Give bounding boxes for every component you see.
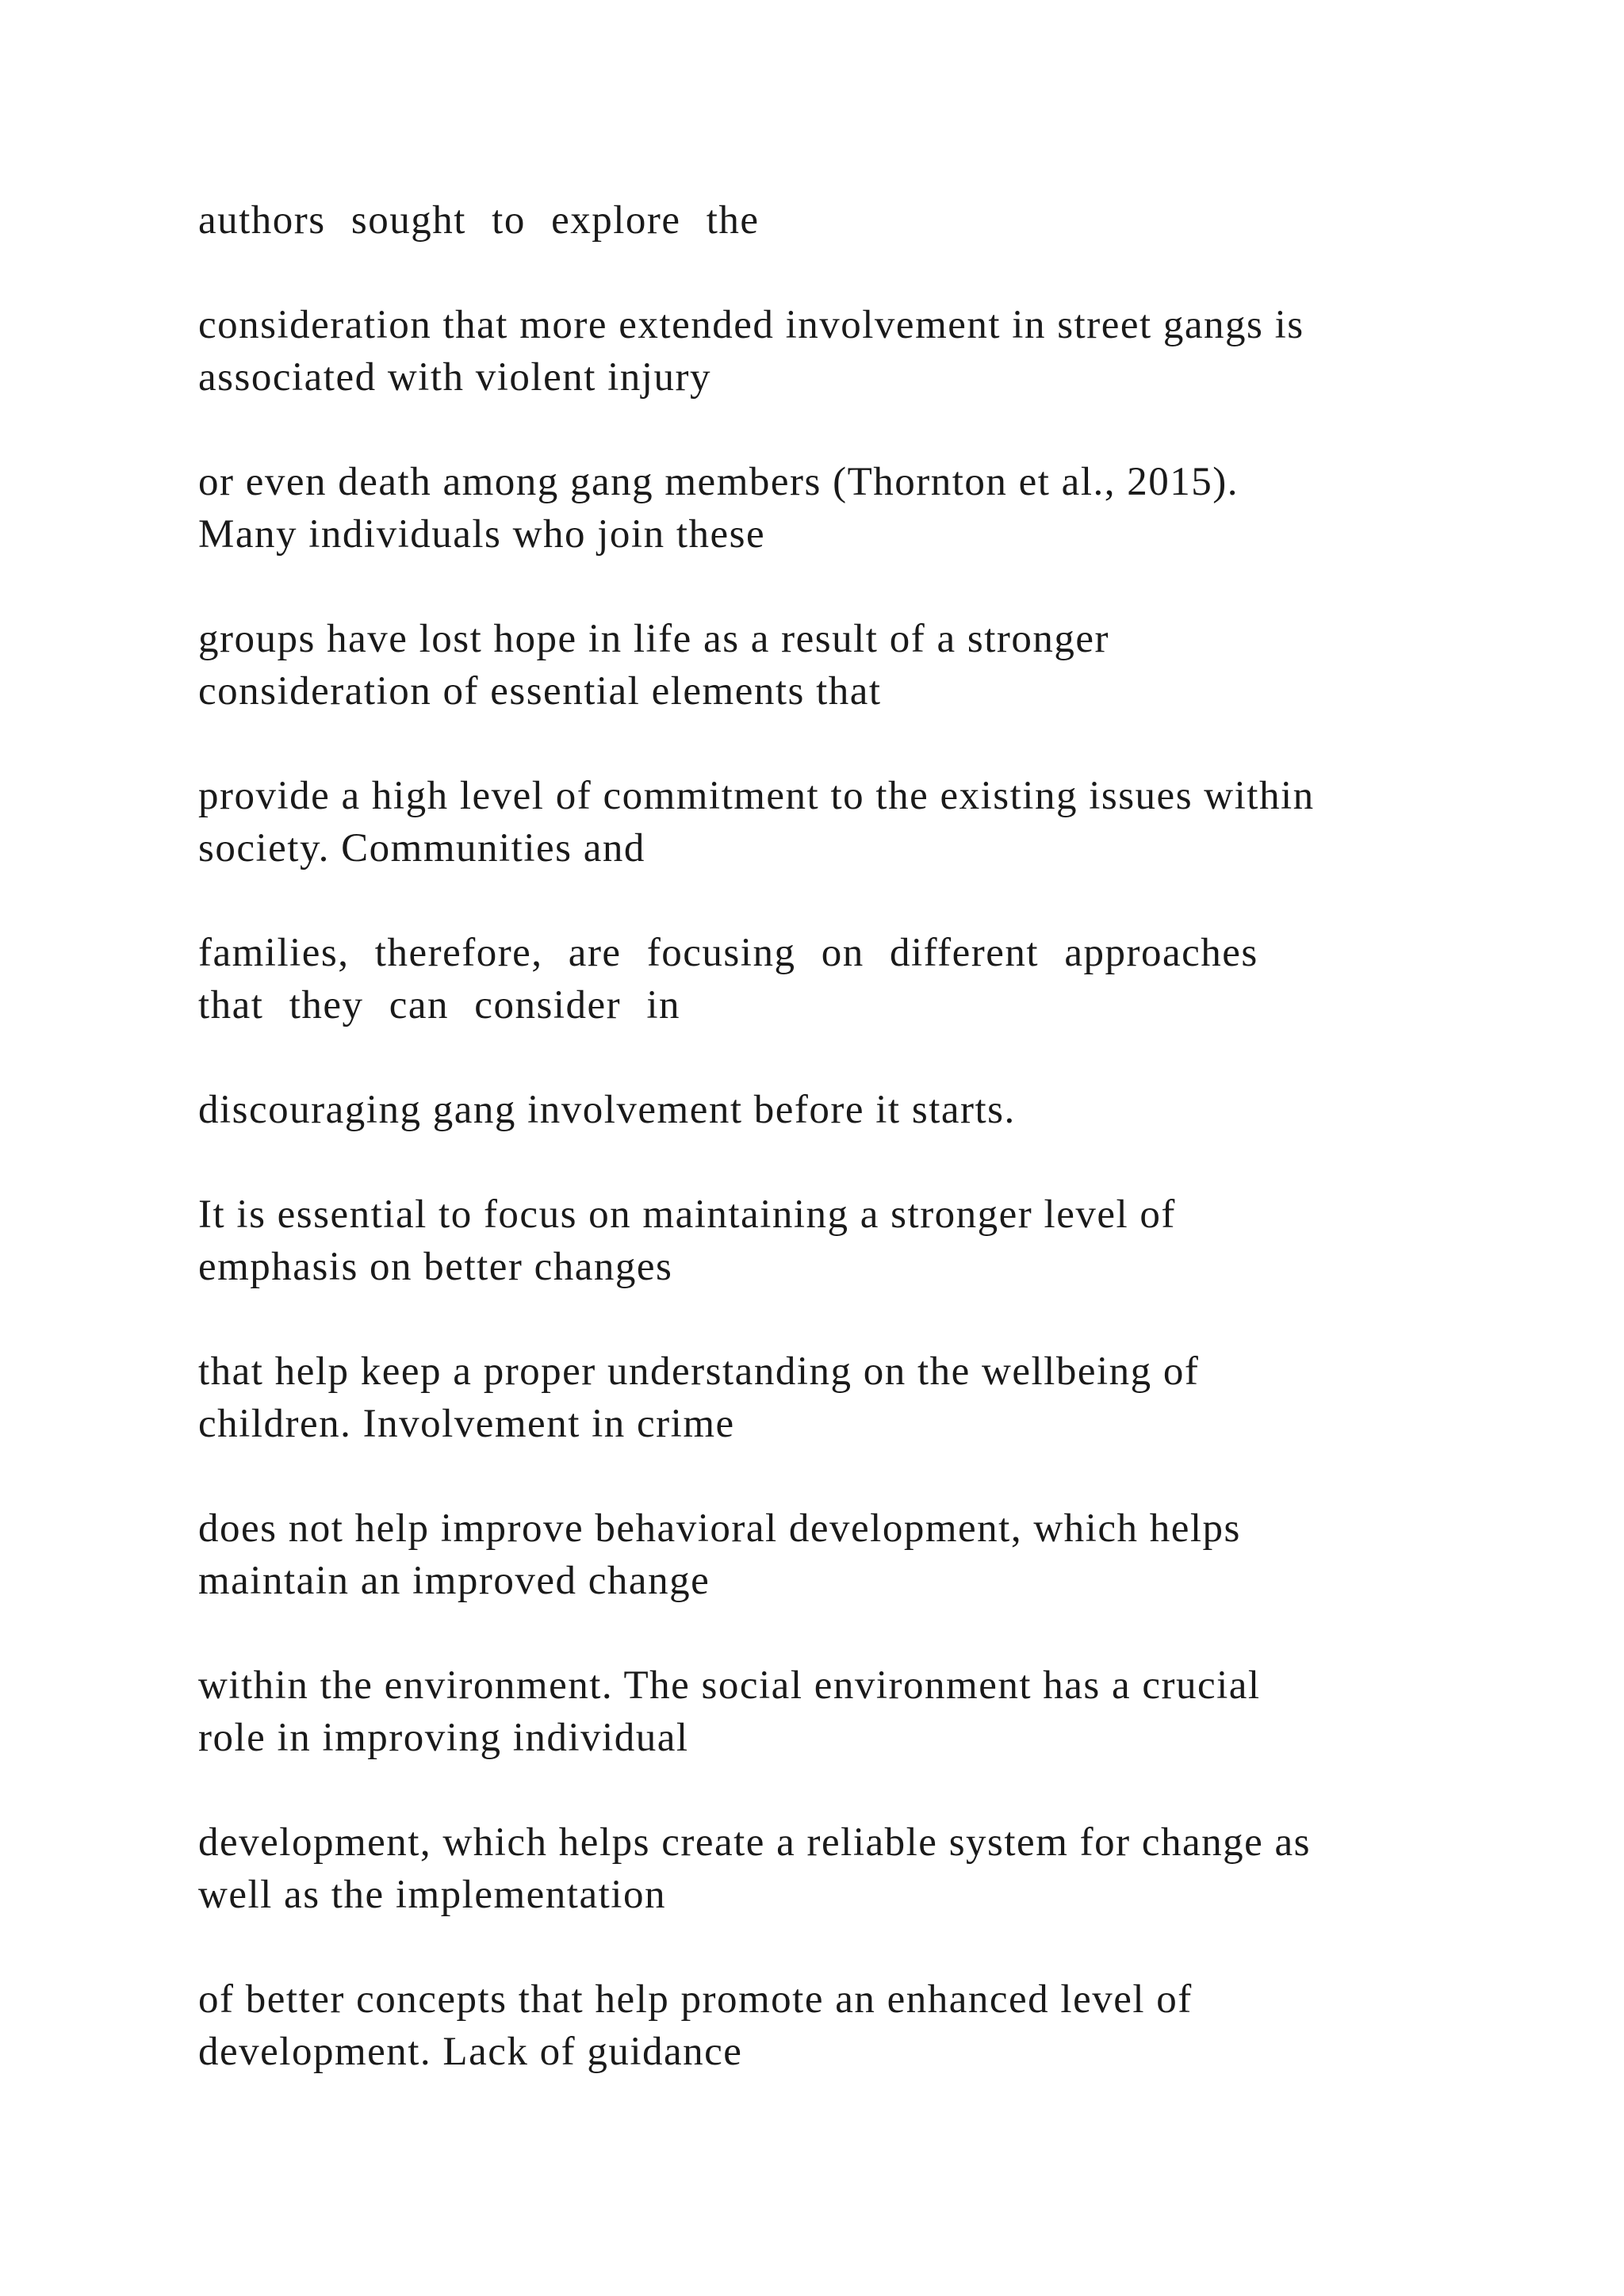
text-line: society. Communities and [198, 826, 645, 871]
paragraph-2 [198, 299, 1467, 404]
paragraph-10 [198, 1502, 1467, 1607]
text-line: or even death among gang members (Thornton et al., 2015). [198, 460, 1239, 504]
paragraph-5 [198, 770, 1467, 874]
text-line: groups have lost hope in life as a result of a stronger [198, 617, 1109, 661]
paragraph-13 [198, 1973, 1467, 2078]
paragraph-11 [198, 1659, 1467, 1764]
text-line: authors sought to explore the [198, 198, 760, 243]
text-line: It is essential to focus on maintaining a stronger level of [198, 1192, 1176, 1237]
text-line: well as the implementation [198, 1873, 666, 1917]
document-body [198, 194, 1467, 2130]
paragraph-1 [198, 194, 1467, 247]
text-line: of better concepts that help promote an enhanced level of [198, 1977, 1193, 2022]
text-line: associated with violent injury [198, 355, 711, 400]
text-line: children. Involvement in crime [198, 1402, 735, 1446]
paragraph-3 [198, 456, 1467, 561]
paragraph-9 [198, 1345, 1467, 1450]
text-line: role in improving individual [198, 1716, 689, 1760]
text-line: emphasis on better changes [198, 1245, 673, 1289]
text-line: consideration that more extended involvement in street gangs is [198, 303, 1304, 347]
text-line: Many individuals who join these [198, 512, 766, 557]
text-line: within the environment. The social environment has a crucial [198, 1663, 1261, 1708]
text-line: maintain an improved change [198, 1559, 710, 1603]
text-line: that they can consider in [198, 983, 680, 1027]
text-line: that help keep a proper understanding on the wellbeing of [198, 1349, 1200, 1394]
text-line: discouraging gang involvement before it starts. [198, 1088, 1016, 1132]
text-line: does not help improve behavioral development, which helps [198, 1506, 1241, 1551]
paragraph-6 [198, 927, 1467, 1031]
text-line: provide a high level of commitment to the existing issues within [198, 774, 1315, 818]
text-line: development. Lack of guidance [198, 2030, 743, 2074]
text-line: families, therefore, are focusing on different approaches [198, 931, 1258, 975]
text-line: consideration of essential elements that [198, 669, 882, 714]
paragraph-8 [198, 1188, 1467, 1293]
paragraph-12 [198, 1816, 1467, 1921]
paragraph-7 [198, 1084, 1467, 1136]
paragraph-4 [198, 613, 1467, 718]
text-line: development, which helps create a reliable system for change as [198, 1820, 1311, 1865]
